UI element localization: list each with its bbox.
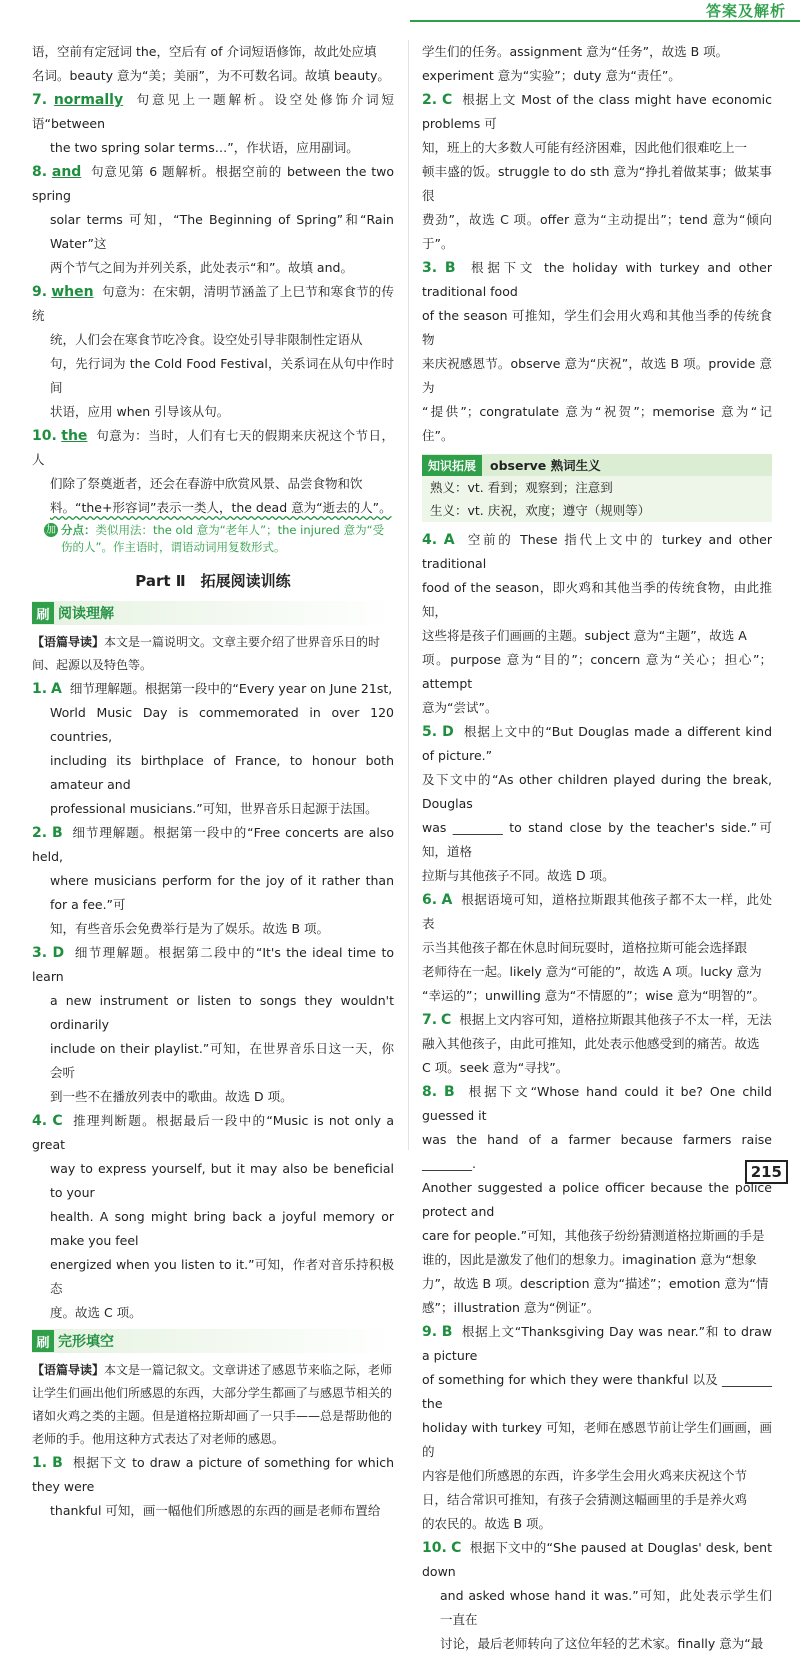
item-line: 根据上文内容可知，道格拉斯跟其他孩子不太一样，无法 — [459, 1012, 772, 1027]
item-answer: C — [442, 92, 453, 108]
item-line: health. A song might bring back a joyful memory or make you feel — [50, 1209, 394, 1248]
page-number: 215 — [745, 1160, 788, 1184]
item-line: 知，有些音乐会免费举行是为了娱乐。故选 B 项。 — [50, 921, 330, 936]
item-line: way to express yourself, but it may also be beneficial to your — [50, 1161, 394, 1200]
item-line: food of the season，即火鸡和其他当季的传统食物，由此推知， — [422, 580, 772, 619]
answer-item-9 — [32, 280, 394, 424]
item-number: 10. — [32, 428, 57, 444]
item-answer: A — [443, 532, 455, 548]
item-line: 句，先行词为 the Cold Food Festival，关系词在从句中作时间 — [50, 356, 394, 395]
item-line: 力”，故选 B 项。description 意为“描述”；emotion 意为“情 — [422, 1276, 769, 1291]
item-line: 融入其他孩子，由此可推知，此处表示他感受到的痛苦。故选 — [422, 1036, 760, 1051]
item-line: 来庆祝感恩节。observe 意为“庆祝”，故选 B 项。provide 意为 — [422, 356, 772, 395]
item-line: 根据上文中的“But Douglas made a different kind of picture.” — [422, 724, 773, 763]
cloze-item-7 — [422, 1008, 772, 1080]
item-line: 知，班上的大多数人可能有经济困难，因此他们很难吃上一 — [422, 140, 748, 155]
item-answer: the — [61, 428, 88, 444]
cloze-item-5 — [422, 720, 772, 888]
section-label: 阅读理解 — [58, 606, 114, 622]
part-title: Part Ⅱ 拓展阅读训练 — [135, 572, 291, 590]
extension-line: 生义：vt. 庆祝，欢度；遵守（规则等） — [430, 503, 651, 518]
item-line: was ________ to stand close by the teacher's side.”可知，道格 — [422, 820, 772, 859]
reading-section-tab — [32, 601, 394, 625]
answer-item-7 — [32, 88, 394, 160]
item-line: 细节理解题。根据第一段中的“Free concerts are also held, — [32, 825, 394, 864]
plus-badge-icon: 加 — [46, 524, 56, 536]
answer-item-10 — [32, 424, 394, 520]
item-number: 10. — [422, 1540, 447, 1556]
item-number: 7. — [422, 1012, 438, 1028]
item-line: 细节理解题。根据第二段中的“It's the ideal time to learn — [32, 945, 394, 984]
item-line: 细节理解题。根据第一段中的“Every year on June 21st, — [69, 681, 393, 696]
item-line: 这些将是孩子们画画的主题。subject 意为“主题”，故选 A — [422, 628, 747, 643]
item-line: 空前的 These 指代上文中的 turkey and other traditional — [422, 532, 772, 571]
item-answer: B — [441, 1324, 453, 1340]
item-line: 意为“尝试”。 — [422, 700, 498, 715]
item-number: 2. — [32, 825, 48, 841]
item-line: 示当其他孩子都在休息时间玩耍时，道格拉斯可能会选择跟 — [422, 940, 748, 955]
item-line: of something for which they were thankful 以及 ________ the — [422, 1372, 772, 1411]
item-line: 根据下文 the holiday with turkey and other traditional food — [422, 260, 772, 299]
guide-text: 本文是一篇记叙文。文章讲述了感恩节来临之际，老师让学生们画出他们所感恩的东西，大部分学生都画了与感恩节相关的诸如火鸡之类的主题。但是道格拉斯却画了一只手——总是帮助他的老师的手。他用这种方式表达了对老师的感恩。 — [32, 1363, 393, 1446]
bonus-note — [44, 522, 394, 556]
cloze-item-6 — [422, 888, 772, 1008]
item-line: 的农民的。故选 B 项。 — [422, 1516, 552, 1531]
cloze-item-2 — [422, 88, 772, 256]
answer-item-8 — [32, 160, 394, 280]
item-answer: B — [52, 1455, 63, 1471]
item-answer: A — [441, 892, 453, 908]
item-line: 根据下文“Whose hand could it be? One child guessed it — [422, 1084, 772, 1123]
item-line: 句意见上一题解析。设空处修饰介词短语“between — [32, 92, 394, 131]
item-number: 5. — [422, 724, 438, 740]
item-number: 3. — [422, 260, 438, 276]
item-answer: A — [51, 681, 62, 697]
continued-line: 学生们的任务。assignment 意为“任务”，故选 B 项。 — [422, 44, 729, 59]
item-line: World Music Day is commemorated in over 120 countries, — [50, 705, 394, 744]
reading-item-3 — [32, 941, 394, 1109]
item-answer: B — [51, 825, 63, 841]
item-number: 8. — [422, 1084, 438, 1100]
item-line: 句意见第 6 题解析。根据空前的 between the two spring — [32, 164, 394, 203]
note-text: 类似用法：the old 意为“老年人”；the injured 意为“受伤的人”。作主语时，谓语动词用复数形式。 — [61, 523, 385, 554]
item-line: 感”；illustration 意为“例证”。 — [422, 1300, 600, 1315]
item-line: “提供”；congratulate 意为“祝贺”；memorise 意为“记住”。 — [422, 404, 772, 443]
header-title: 答案及解析 — [705, 2, 786, 20]
reading-guide — [32, 631, 394, 677]
reading-item-4 — [32, 1109, 394, 1325]
item-line: professional musicians.”可知，世界音乐日起源于法国。 — [50, 801, 378, 816]
item-line: include on their playlist.”可知，在世界音乐日这一天，你会听 — [50, 1041, 394, 1080]
item-line: 状语，应用 when 引导该从句。 — [50, 404, 230, 419]
item-number: 4. — [32, 1113, 48, 1129]
item-line: 根据上文“Thanksgiving Day was near.”和 to draw a picture — [422, 1324, 772, 1363]
item-line: 顿丰盛的饭。struggle to do sth 意为“挣扎着做某事；做某事很 — [422, 164, 772, 203]
reading-item-2 — [32, 821, 394, 941]
item-line: Another suggested a police officer because the police protect and — [422, 1180, 772, 1219]
cloze-guide — [32, 1359, 394, 1451]
item-line: 句意为：在宋朝，清明节涵盖了上巳节和寒食节的传统 — [32, 284, 394, 323]
guide-label: 【语篇导读】 — [32, 635, 105, 649]
item-number: 8. — [32, 164, 48, 180]
brush-icon: 刷 — [32, 602, 54, 624]
extension-line: 熟义：vt. 看到；观察到；注意到 — [430, 480, 613, 495]
extension-tag: 知识拓展 — [422, 455, 482, 476]
cloze-item-3 — [422, 256, 772, 448]
item-number: 6. — [422, 892, 438, 908]
item-line: C 项。seek 意为“寻找”。 — [422, 1060, 569, 1075]
left-column — [32, 40, 394, 1523]
item-line: 度。故选 C 项。 — [50, 1305, 142, 1320]
item-line: 老师待在一起。likely 意为“可能的”，故选 A 项。lucky 意为 — [422, 964, 762, 979]
page-header — [0, 0, 800, 18]
item-answer: D — [52, 945, 65, 961]
cloze-item-9 — [422, 1320, 772, 1536]
item-line: 内容是他们所感恩的东西，许多学生会用火鸡来庆祝这个节 — [422, 1468, 748, 1483]
item-number: 9. — [422, 1324, 438, 1340]
right-column — [422, 40, 772, 1656]
item-line: energized when you listen to it.”可知，作者对音乐持积极态 — [50, 1257, 394, 1296]
reading-item-1 — [32, 677, 394, 821]
item-line: a new instrument or listen to songs they wouldn't ordinarily — [50, 993, 394, 1032]
note-label: 分点： — [61, 523, 96, 537]
item-line: 料。“the+形容词”表示一类人，the dead 意为“逝去的人”。 — [50, 500, 392, 515]
continued-line: experiment 意为“实验”；duty 意为“责任”。 — [422, 68, 681, 83]
item-line: was the hand of a farmer because farmers raise ________. — [422, 1132, 772, 1171]
continued-line: 语，空前有定冠词 the，空后有 of 介词短语修饰，故此处应填 — [32, 44, 377, 59]
item-line: and asked whose hand it was.”可知，此处表示学生们一直在 — [440, 1588, 772, 1627]
item-line: 项。purpose 意为“目的”；concern 意为“关心；担心”；attempt — [422, 652, 772, 691]
item-line: 统，人们会在寒食节吃冷食。设空处引导非限制性定语从 — [50, 332, 363, 347]
item-number: 3. — [32, 945, 48, 961]
item-line: 及下文中的“As other children played during the break, Douglas — [422, 772, 772, 811]
item-number: 1. — [32, 1455, 48, 1471]
item-line: 根据下文中的“She paused at Douglas' desk, bent down — [422, 1540, 772, 1579]
item-line: holiday with turkey 可知，老师在感恩节前让学生们画画，画的 — [422, 1420, 772, 1459]
item-number: 9. — [32, 284, 48, 300]
item-line: where musicians perform for the joy of it rather than for a fee.”可 — [50, 873, 394, 912]
item-line: “幸运的”；unwilling 意为“不情愿的”；wise 意为“明智的”。 — [422, 988, 766, 1003]
brush-icon: 刷 — [32, 1330, 54, 1352]
item-line: thankful 可知，画一幅他们所感恩的东西的画是老师布置给 — [50, 1503, 381, 1518]
continued-line: 名词。beauty 意为“美；美丽”，为不可数名词。故填 beauty。 — [32, 68, 390, 83]
item-number: 4. — [422, 532, 438, 548]
item-number: 2. — [422, 92, 438, 108]
item-line: solar terms 可知，“The Beginning of Spring”和“Rain Water”这 — [50, 212, 394, 251]
item-line: 到一些不在播放列表中的歌曲。故选 D 项。 — [50, 1089, 293, 1104]
item-number: 7. — [32, 92, 48, 108]
cloze-item-1 — [32, 1451, 394, 1523]
guide-label: 【语篇导读】 — [32, 1363, 105, 1377]
item-answer: B — [444, 260, 456, 276]
item-answer: C — [52, 1113, 63, 1129]
item-line: care for people.”可知，其他孩子纷纷猜测道格拉斯画的手是 — [422, 1228, 765, 1243]
item-line: 两个节气之间为并列关系，此处表示“和”。故填 and。 — [50, 260, 353, 275]
item-answer: and — [51, 164, 82, 180]
item-answer: normally — [53, 92, 124, 108]
item-line: of the season 可推知，学生们会用火鸡和其他当季的传统食物 — [422, 308, 772, 347]
item-line: including its birthplace of France, to honour both amateur and — [50, 753, 394, 792]
cloze-item-8 — [422, 1080, 772, 1320]
item-answer: when — [51, 284, 94, 300]
item-answer: C — [441, 1012, 452, 1028]
section-label: 完形填空 — [58, 1334, 114, 1350]
item-line: the two spring solar terms…”，作状语，应用副词。 — [50, 140, 359, 155]
item-line: 们除了祭奠逝者，还会在春游中欣赏风景、品尝食物和饮 — [50, 476, 363, 491]
item-line: 根据语境可知，道格拉斯跟其他孩子都不太一样，此处表 — [422, 892, 772, 931]
item-line: 拉斯与其他孩子不同。故选 D 项。 — [422, 868, 615, 883]
item-answer: C — [451, 1540, 462, 1556]
cloze-item-10 — [422, 1536, 772, 1656]
item-line: 讨论，最后老师转向了这位年轻的艺术家。finally 意为“最 — [440, 1636, 764, 1651]
item-line: 费劲”，故选 C 项。offer 意为“主动提出”；tend 意为“倾向于”。 — [422, 212, 772, 251]
item-line: 日，结合常识可推知，有孩子会猜测这幅画里的手是养火鸡 — [422, 1492, 748, 1507]
item-line: 根据下文 to draw a picture of something for which they were — [32, 1455, 395, 1494]
item-line: 谁的，因此是激发了他们的想象力。imagination 意为“想象 — [422, 1252, 757, 1267]
cloze-section-tab — [32, 1329, 394, 1353]
header-rule — [410, 20, 800, 22]
item-line: 推理判断题。根据最后一段中的“Music is not only a great — [32, 1113, 394, 1152]
item-line: 句意为：当时，人们有七天的假期来庆祝这个节日，人 — [32, 428, 394, 467]
item-line: 根据上文 Most of the class might have economic problems 可 — [422, 92, 772, 131]
cloze-item-4 — [422, 528, 772, 720]
extension-title: observe 熟词生义 — [490, 458, 601, 473]
knowledge-extension-box — [422, 454, 772, 522]
item-number: 1. — [32, 681, 48, 697]
item-answer: D — [442, 724, 454, 740]
item-answer: B — [444, 1084, 455, 1100]
guide-text: 本文是一篇说明文。文章主要介绍了世界音乐日的时间、起源以及特色等。 — [32, 635, 381, 672]
column-divider — [408, 40, 409, 1150]
